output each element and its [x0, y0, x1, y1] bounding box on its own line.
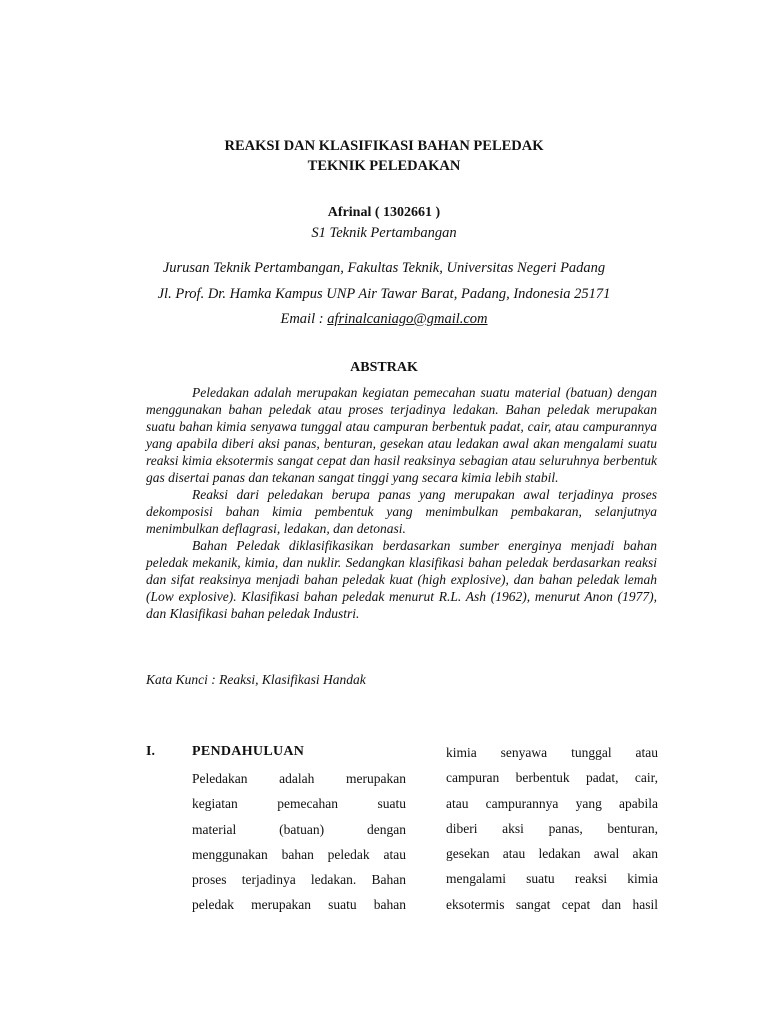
- body-line: proses terjadinya ledakan. Bahan: [192, 872, 406, 888]
- body-line: gesekan atau ledakan awal akan: [446, 846, 658, 862]
- body-line: mengalami suatu reaksi kimia: [446, 871, 658, 887]
- paper-title: [0, 136, 768, 176]
- abstract-heading: ABSTRAK: [350, 360, 418, 375]
- address: Jl. Prof. Dr. Hamka Kampus UNP Air Tawar Barat, Padang, Indonesia 25171: [157, 286, 611, 302]
- abstract-paragraph: Reaksi dari peledakan berupa panas yang merupakan awal terjadinya proses dekomposisi bahan kimia pembentuk yang menimbulkan pembakaran, selanjutnya menimbulkan deflagrasi, ledakan, dan detonasi.: [146, 487, 657, 536]
- email-line: [0, 311, 768, 328]
- email-label: Email :: [280, 311, 328, 327]
- section-number: I.: [146, 744, 155, 759]
- body-line: diberi aksi panas, benturan,: [446, 820, 658, 836]
- body-column-left: [192, 766, 406, 918]
- title-line-2: TEKNIK PELEDAKAN: [307, 158, 461, 174]
- author-program: S1 Teknik Pertambangan: [311, 225, 457, 241]
- author-name: Afrinal ( 1302661 ): [327, 205, 441, 220]
- body-line: Peledakan adalah merupakan: [192, 771, 406, 786]
- body-line: kimia senyawa tunggal atau: [446, 745, 658, 760]
- abstract-paragraph: Bahan Peledak diklasifikasikan berdasarkan sumber energinya menjadi bahan peledak mekanik, kimia, dan nuklir. Sedangkan klasifikasi bahan peledak berdasarkan reaksi dan sifat reaksinya menjadi bahan peledak kuat (high explosive), dan bahan peledak lemah (Low explosive). Klasifikasi bahan peledak menurut R.L. Ash (1962), menurut Anon (1977), dan Klasifikasi bahan peledak Industri.: [146, 538, 657, 621]
- affiliation: Jurusan Teknik Pertambangan, Fakultas Teknik, Universitas Negeri Padang: [162, 260, 606, 276]
- body-column-right: [446, 740, 658, 917]
- body-line: menggunakan bahan peledak atau: [192, 846, 406, 862]
- body-line: campuran berbentuk padat, cair,: [446, 770, 658, 786]
- body-line: eksotermis sangat cepat dan hasil: [446, 896, 658, 912]
- body-line: peledak merupakan suatu bahan: [192, 897, 406, 913]
- abstract-body: [146, 384, 657, 622]
- keywords: Kata Kunci : Reaksi, Klasifikasi Handak: [146, 672, 366, 687]
- title-line-1: REAKSI DAN KLASIFIKASI BAHAN PELEDAK: [224, 138, 544, 154]
- body-line: material (batuan) dengan: [192, 821, 406, 837]
- section-title: PENDAHULUAN: [192, 744, 305, 759]
- body-line: kegiatan pemecahan suatu: [192, 796, 406, 812]
- abstract-paragraph: Peledakan adalah merupakan kegiatan pemecahan suatu material (batuan) dengan menggunakan bahan peledak atau proses terjadinya ledakan. Bahan peledak merupakan suatu bahan kimia senyawa tunggal atau campuran berbentuk padat, cair, atau campurannya yang apabila diberi aksi panas, benturan, gesekan atau ledakan awal akan mengalami suatu reaksi kimia eksotermis sangat cepat dan hasil reaksinya sebagian atau seluruhnya berbentuk gas disertai panas dan tekanan sangat tinggi yang secara kimia lebih stabil.: [146, 385, 657, 485]
- body-line: atau campurannya yang apabila: [446, 795, 658, 811]
- email-link[interactable]: afrinalcaniago@gmail.com: [327, 311, 488, 327]
